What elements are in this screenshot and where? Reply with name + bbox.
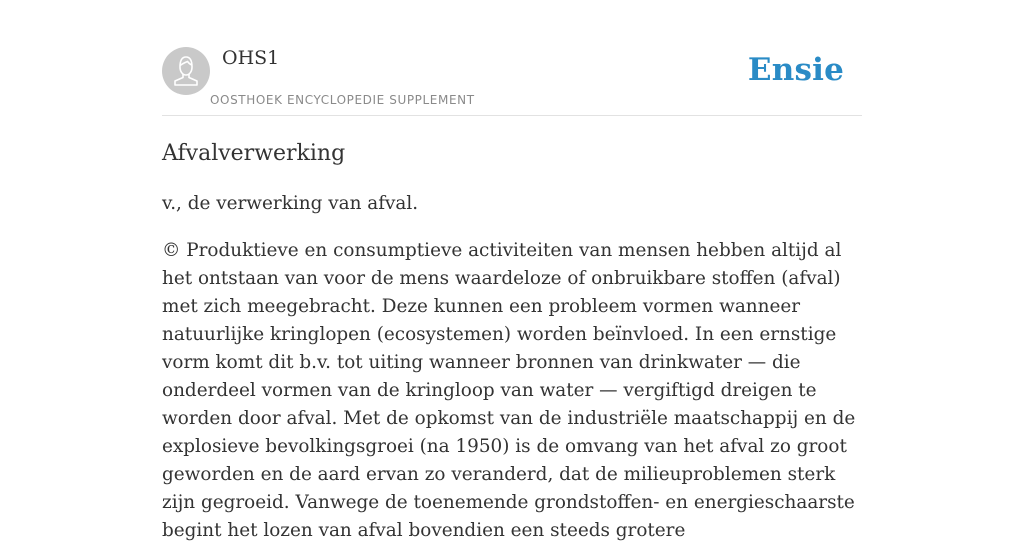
source-name-link[interactable]: OHS1 xyxy=(222,47,280,69)
article-grammar: v., de verwerking van afval. xyxy=(162,193,419,214)
page-header xyxy=(162,46,862,116)
source-subtitle: OOSTHOEK ENCYCLOPEDIE SUPPLEMENT xyxy=(210,93,475,107)
source-avatar[interactable] xyxy=(162,47,210,95)
article xyxy=(162,139,866,545)
user-icon xyxy=(162,47,210,95)
article-title: Afvalverwerking xyxy=(162,141,346,166)
article-body: © Produktieve en consumptieve activiteiten van mensen hebben altijd al het ontstaan van voor de mens waardeloze of onbruikbare stoffen (afval) met zich meegebracht. Deze kunnen een probleem vormen wanneer natuurlijke kringlopen (ecosystemen) worden beïnvloed. In een ernstige vorm komt dit b.v. tot uiting wanneer bronnen van drinkwater — die onderdeel vormen van de kringloop van water — vergiftigd dreigen te worden door afval. Met de opkomst van de industriële maatschappij en de explosieve bevolkingsgroei (na 1950) is de omvang van het afval zo groot geworden en de aard ervan zo veranderd, dat de milieuproblemen sterk zijn gegroeid. Vanwege de toenemende grondstoffen- en energieschaarste begint het lozen van afval bovendien een steeds grotere xyxy=(162,240,856,541)
ensie-logo-link[interactable]: Ensie xyxy=(747,52,844,88)
